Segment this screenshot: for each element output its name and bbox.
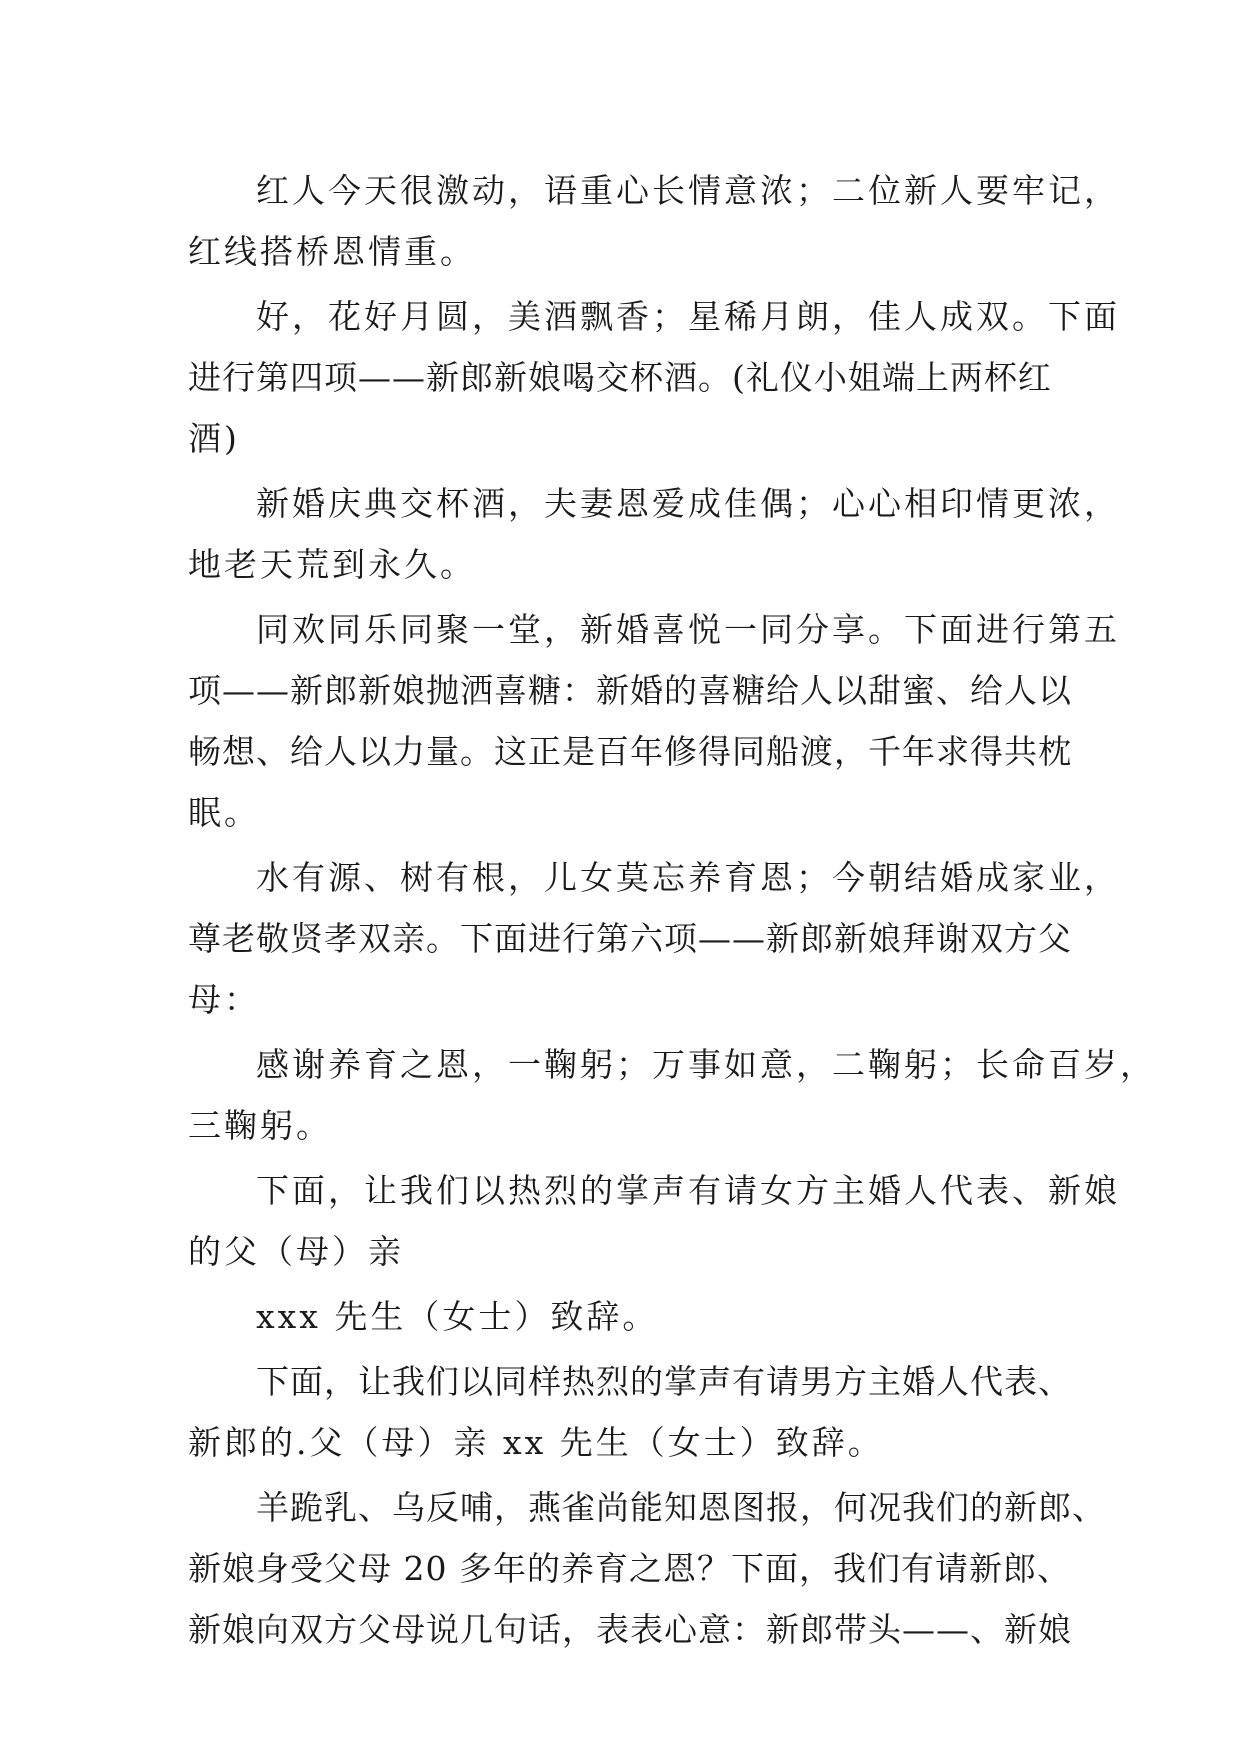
paragraph bbox=[188, 1351, 1072, 1473]
paragraph bbox=[188, 286, 1120, 469]
text-line: 下面，让我们以热烈的掌声有请女方主婚人代表、新娘 bbox=[256, 1171, 1120, 1210]
text-line: 新娘身受父母 20 多年的养育之恩？下面，我们有请新郎、 bbox=[188, 1549, 1071, 1588]
text-line: xxx 先生（女士）致辞。 bbox=[256, 1297, 659, 1336]
paragraph bbox=[188, 1034, 1156, 1156]
text-line: 新郎的.父（母）亲 xx 先生（女士）致辞。 bbox=[188, 1423, 884, 1462]
text-line: 感谢养育之恩，一鞠躬；万事如意，二鞠躬；长命百岁， bbox=[256, 1045, 1156, 1084]
text-line: 地老天荒到永久。 bbox=[188, 545, 476, 584]
text-line: 红线搭桥恩情重。 bbox=[188, 232, 476, 271]
text-line: 酒) bbox=[188, 419, 240, 458]
paragraph bbox=[188, 473, 1120, 595]
text-line: 三鞠躬。 bbox=[188, 1106, 332, 1145]
paragraph bbox=[188, 160, 1120, 282]
text-line: 好，花好月圆，美酒飘香；星稀月朗，佳人成双。下面 bbox=[256, 297, 1120, 336]
paragraph bbox=[188, 599, 1120, 843]
text-line: 的父（母）亲 bbox=[188, 1232, 404, 1271]
paragraph bbox=[188, 1477, 1106, 1660]
text-line: 羊跪乳、乌反哺，燕雀尚能知恩图报，何况我们的新郎、 bbox=[256, 1488, 1106, 1527]
text-line: 同欢同乐同聚一堂，新婚喜悦一同分享。下面进行第五 bbox=[256, 610, 1120, 649]
paragraph bbox=[188, 847, 1120, 1030]
text-line: 项——新郎新娘抛洒喜糖：新婚的喜糖给人以甜蜜、给人以 bbox=[188, 671, 1072, 710]
text-line: 尊老敬贤孝双亲。下面进行第六项——新郎新娘拜谢双方父 bbox=[188, 919, 1072, 958]
paragraph bbox=[188, 1286, 1068, 1347]
text-line: 母： bbox=[188, 980, 260, 1019]
text-line: 进行第四项——新郎新娘喝交杯酒。(礼仪小姐端上两杯红 bbox=[188, 358, 1052, 397]
text-line: 红人今天很激动，语重心长情意浓；二位新人要牢记， bbox=[256, 171, 1120, 210]
paragraph bbox=[188, 1160, 1120, 1282]
text-line: 新婚庆典交杯酒，夫妻恩爱成佳偶；心心相印情更浓， bbox=[256, 484, 1120, 523]
text-line: 畅想、给人以力量。这正是百年修得同船渡，千年求得共枕 bbox=[188, 732, 1072, 771]
text-line: 下面，让我们以同样热烈的掌声有请男方主婚人代表、 bbox=[256, 1362, 1072, 1401]
text-line: 眠。 bbox=[188, 793, 260, 832]
text-line: 新娘向双方父母说几句话，表表心意：新郎带头——、新娘 bbox=[188, 1610, 1072, 1649]
document-body bbox=[188, 160, 1156, 1664]
text-line: 水有源、树有根，儿女莫忘养育恩；今朝结婚成家业， bbox=[256, 858, 1120, 897]
